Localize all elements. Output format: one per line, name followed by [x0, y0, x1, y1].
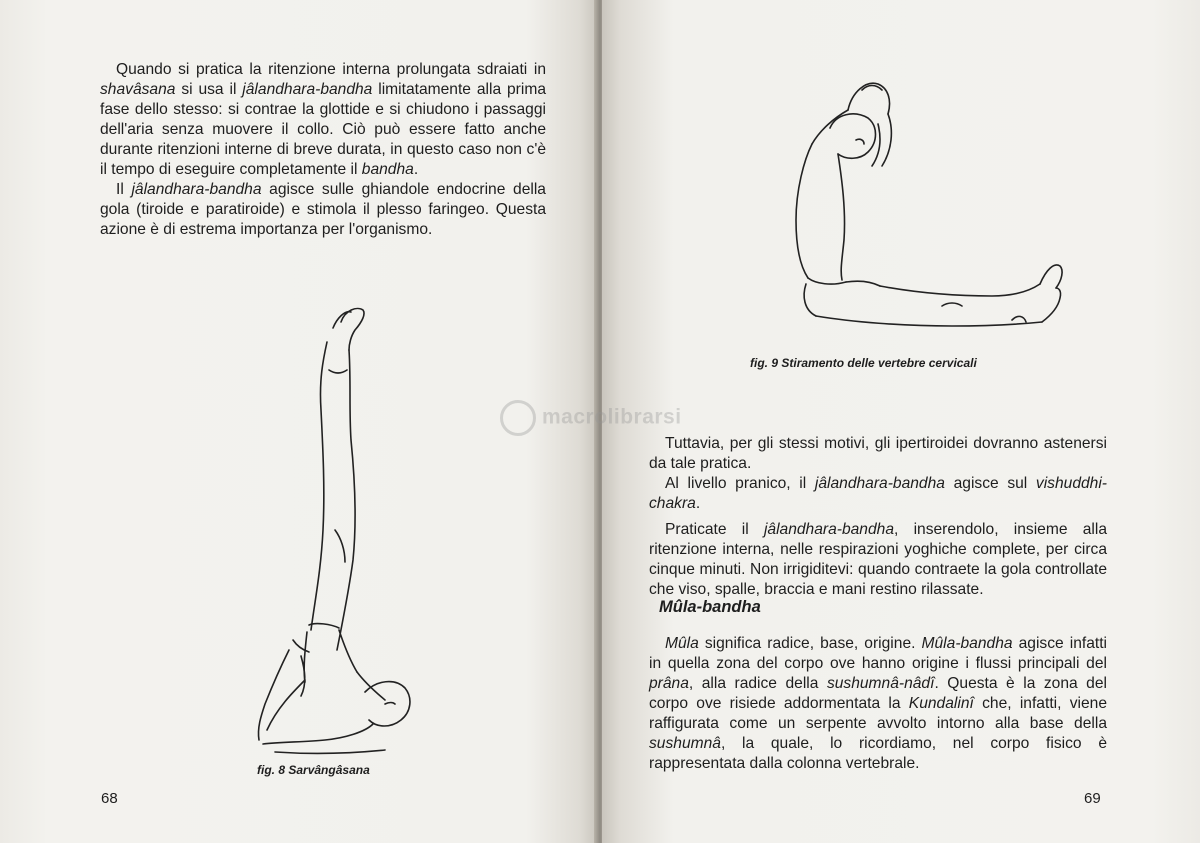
italic-term: prâna: [649, 675, 689, 692]
figure-8-title: Sarvângâsana: [288, 763, 370, 777]
section-heading: Mûla-bandha: [659, 598, 761, 616]
text-run: agisce sul: [944, 475, 1036, 492]
italic-term: jâlandhara-bandha: [814, 475, 945, 492]
cervical-stretch-illustration: [712, 70, 1072, 340]
shoulderstand-illustration: [245, 300, 420, 758]
text-run: Il: [116, 181, 132, 198]
watermark-text: macrolibrarsi: [542, 405, 682, 429]
text-run: Praticate il: [665, 521, 764, 538]
italic-term: sushumnâ: [649, 735, 721, 752]
text-run: si usa il: [175, 81, 243, 98]
text-run: .: [695, 495, 701, 512]
text-run: che, infatti, viene raffigurata come un serpente avvolto intorno alla base della: [649, 695, 1107, 732]
figure-9-caption: [750, 356, 977, 370]
italic-term: bandha: [361, 161, 414, 178]
right-page: [602, 0, 1200, 843]
italic-term: Kundalinî: [908, 695, 974, 712]
text-run: , alla radice della: [688, 675, 827, 692]
text-run: . Questa è la zona del corpo ove risiede addormentata la: [649, 675, 1107, 712]
text-run: agisce sulle ghiandole endocrine della gola (tiroide e paratiroide) e stimola il plesso faringeo. Questa azione è di estrema importanza per l'organismo.: [100, 181, 546, 238]
italic-term: jâlandhara-bandha: [763, 521, 894, 538]
text-run: significa radice, base, origine.: [698, 635, 922, 652]
italic-term: jâlandhara-bandha: [131, 181, 262, 198]
figure-8-number: fig. 8: [257, 763, 286, 777]
text-run: limitatamente alla prima fase dello stesso: si contrae la glottide e si chiudono i passaggi dell'aria senza muovere il collo. Ciò può essere fatto anche durante ritenzioni interne di breve durata, in questo caso non c'è il tempo di eseguire completamente il: [100, 81, 546, 178]
figure-8-caption: [257, 763, 370, 777]
italic-term: jâlandhara-bandha: [242, 81, 373, 98]
italic-term: sushumnâ-nâdî: [826, 675, 935, 692]
text-run: agisce infatti in quella zona del corpo ove hanno origine i flussi principali del: [649, 635, 1107, 672]
figure-9-number: fig. 9: [750, 356, 779, 370]
right-paragraph-1: [649, 434, 1107, 474]
text-run: Tuttavia, per gli stessi motivi, gli ipertiroidei dovranno astenersi da tale pratica.: [649, 435, 1107, 472]
text-run: Quando si pratica la ritenzione interna prolungata sdraiati in: [116, 61, 546, 78]
text-run: , inserendolo, insieme alla ritenzione interna, nelle respirazioni yoghiche complete, per circa cinque minuti. Non irrigiditevi: quando contraete la gola controllate che viso, spalle, braccia e mani restino rilassate.: [649, 521, 1107, 598]
figure-9-title: Stiramento delle vertebre cervicali: [781, 356, 977, 370]
text-run: .: [413, 161, 419, 178]
left-page-body: [100, 60, 546, 240]
watermark-logo-icon: [500, 400, 536, 436]
left-paragraph-1: [100, 60, 546, 180]
left-paragraph-2: [100, 180, 546, 240]
italic-term: Mûla-bandha: [921, 635, 1013, 652]
right-paragraph-2: [649, 474, 1107, 514]
page-number-left: 68: [101, 790, 118, 807]
text-run: Al livello pranico, il: [665, 475, 815, 492]
right-page-body-bottom: [649, 634, 1107, 774]
watermark: [500, 400, 682, 436]
italic-term: shavâsana: [100, 81, 176, 98]
italic-term: Mûla: [665, 635, 699, 652]
page-number-right: 69: [1084, 790, 1101, 807]
right-paragraph-3: [649, 520, 1107, 600]
right-paragraph-4: [649, 634, 1107, 774]
text-run: , la quale, lo ricordiamo, nel corpo fisico è rappresentata dalla colonna vertebrale.: [649, 735, 1107, 772]
right-page-body-top: [649, 434, 1107, 600]
italic-term: vishuddhi-chakra: [649, 475, 1107, 512]
